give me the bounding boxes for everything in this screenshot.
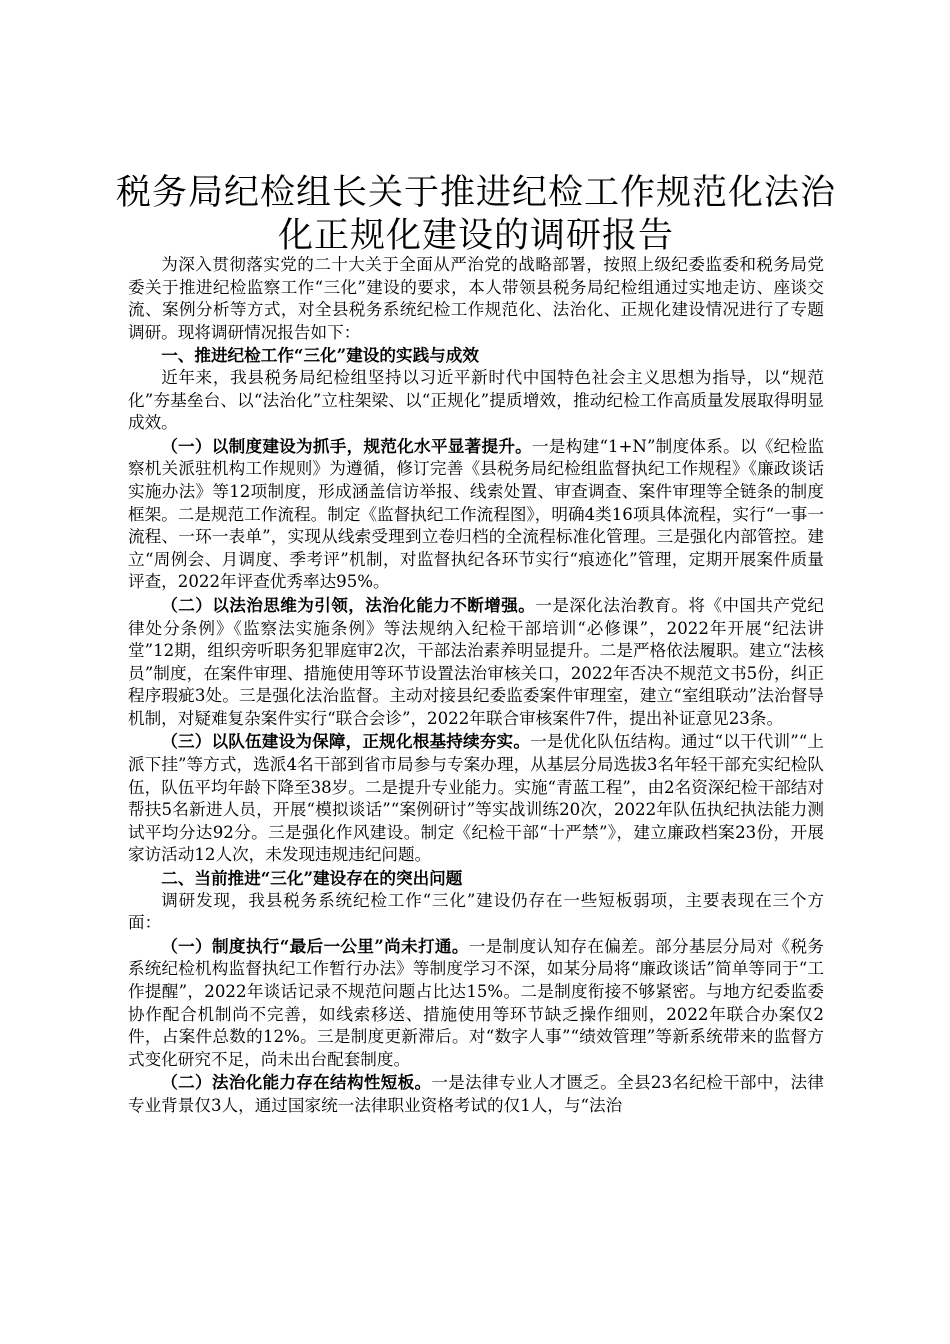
document-body bbox=[128, 254, 824, 1118]
section-2-item-2-text: 一是法律专业人才匮乏。全县23名纪检干部中，法律专业背景仅3人，通过国家统一法律职业资格考试的仅1人，与“法治 bbox=[128, 1073, 824, 1115]
section-1-item-1-lead: （一）以制度建设为抓手，规范化水平显著提升。 bbox=[161, 435, 533, 456]
section-1-intro: 近年来，我县税务局纪检组坚持以习近平新时代中国特色社会主义思想为指导，以“规范化”夯基垒台、以“法治化”立柱架梁、以“正规化”提质增效，推动纪检工作高质量发展取得明显成效。 bbox=[128, 367, 824, 433]
section-1-item-3-text: 一是优化队伍结构。通过“以干代训”“上派下挂”等方式，选派4名干部到省市局参与专案办理，从基层分局选拔3名年轻干部充实纪检队伍，队伍平均年龄下降至38岁。二是提升专业能力。实施“青蓝工程”，由2名资深纪检干部结对帮扶5名新进人员，开展“模拟谈话”“案例研讨”等实战训练20次，2022年队伍执纪执法能力测试平均分达92分。三是强化作风建设。制定《纪检干部“十严禁”》，建立廉政档案23份，开展家访活动12人次，未发现违规违纪问题。 bbox=[128, 732, 825, 865]
section-1-heading: 一、推进纪检工作“三化”建设的实践与成效 bbox=[161, 345, 479, 366]
section-1-item-3-lead: （三）以队伍建设为保障，正规化根基持续夯实。 bbox=[161, 731, 531, 752]
section-2-item-2 bbox=[128, 1071, 824, 1117]
intro-paragraph: 为深入贯彻落实党的二十大关于全面从严治党的战略部署，按照上级纪委监委和税务局党委关于推进纪检监察工作“三化”建设的要求，本人带领县税务局纪检组通过实地走访、座谈交流、案例分析等方式，对全县税务系统纪检工作规范化、法治化、正规化建设情况进行了专题调研。现将调研情况报告如下： bbox=[128, 255, 824, 342]
section-1-item-2-text: 一是深化法治教育。将《中国共产党纪律处分条例》《监察法实施条例》等法规纳入纪检干部培训“必修课”，2022年开展“纪法讲堂”12期，组织旁听职务犯罪庭审2次，干部法治素养明显提升。二是严格依法履职。建立“法核员”制度，在案件审理、措施使用等环节设置法治审核关口，2022年否决不规范文书5份，纠正程序瑕疵3处。三是强化法治监督。主动对接县纪委监委案件审理室，建立“室组联动”法治督导机制，对疑难复杂案件实行“联合会诊”，2022年联合审核案件7件，提出补证意见23条。 bbox=[128, 595, 825, 728]
section-2-item-1 bbox=[128, 935, 824, 1072]
section-1-item-2 bbox=[128, 594, 824, 731]
section-2-item-1-text: 一是制度认知存在偏差。部分基层分局对《税务系统纪检机构监督执纪工作暂行办法》等制度学习不深，如某分局将“廉政谈话”简单等同于“工作提醒”，2022年谈话记录不规范问题占比达15%。二是制度衔接不够紧密。与地方纪委监委协作配合机制尚不完善，如线索移送、措施使用等环节缺乏操作细则，2022年联合办案仅2件，占案件总数的12%。三是制度更新滞后。对“数字人事”“绩效管理”等新系统带来的监督方式变化研究不足，尚未出台配套制度。 bbox=[128, 936, 824, 1069]
section-2-item-1-lead: （一）制度执行“最后一公里”尚未打通。 bbox=[161, 935, 469, 956]
section-1-item-1-text: 一是构建“1+N”制度体系。以《纪检监察机关派驻机构工作规则》为遵循，修订完善《县税务局纪检组监督执纪工作规程》《廉政谈话实施办法》等12项制度，形成涵盖信访举报、线索处置、审查调查、案件审理等全链条的制度框架。二是规范工作流程。制定《监督执纪工作流程图》，明确4类16项具体流程，实行“一事一流程、一环一表单”，实现从线索受理到立卷归档的全流程标准化管理。三是强化内部管控。建立“周例会、月调度、季考评”机制，对监督执纪各环节实行“痕迹化”管理，定期开展案件质量评查，2022年评查优秀率达95%。 bbox=[128, 436, 824, 592]
section-1-item-3 bbox=[128, 730, 824, 867]
section-2-item-2-lead: （二）法治化能力存在结构性短板。 bbox=[161, 1072, 432, 1093]
section-1-item-1 bbox=[128, 435, 824, 594]
section-1-item-2-lead: （二）以法治思维为引领，法治化能力不断增强。 bbox=[161, 594, 536, 615]
section-2-intro: 调研发现，我县税务系统纪检工作“三化”建设仍存在一些短板弱项，主要表现在三个方面： bbox=[128, 890, 824, 933]
document-title: 税务局纪检组长关于推进纪检工作规范化法治化正规化建设的调研报告 bbox=[115, 173, 836, 256]
section-2-heading: 二、当前推进“三化”建设存在的突出问题 bbox=[161, 868, 463, 889]
